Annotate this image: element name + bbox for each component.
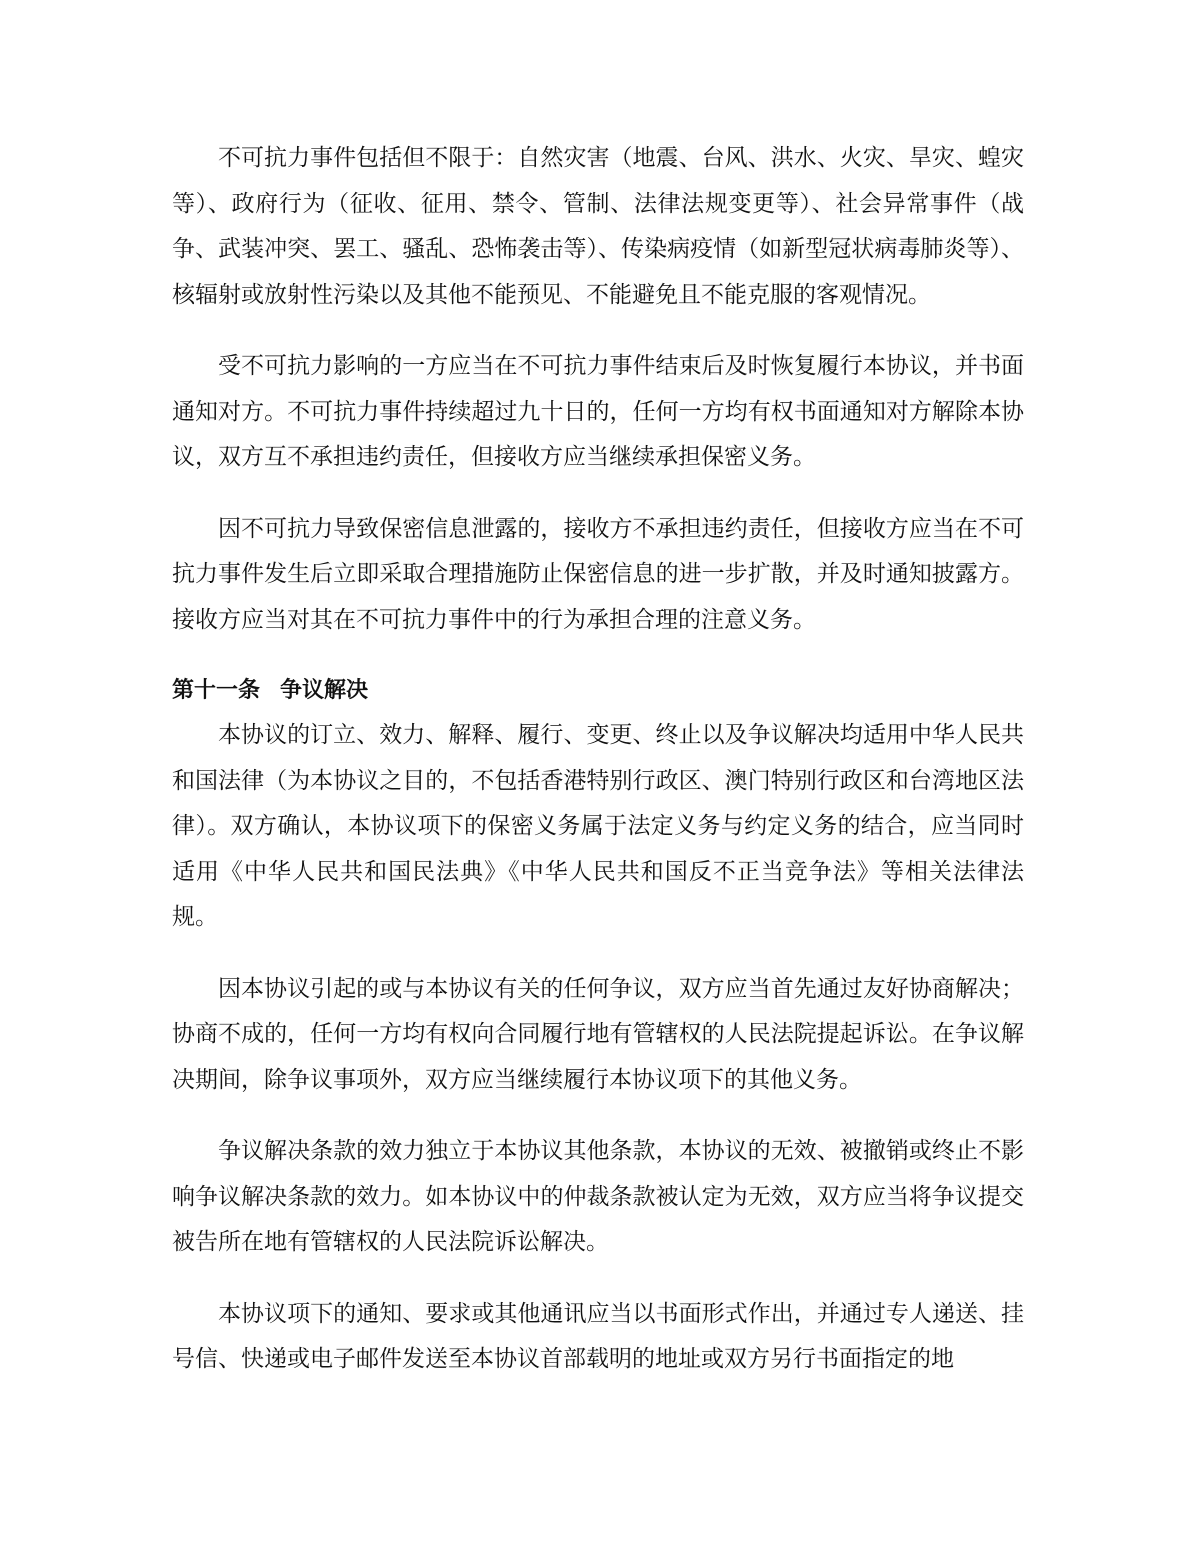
article-number: 第十一条 [172, 678, 261, 703]
notice-paragraph: 本协议项下的通知、要求或其他通讯应当以书面形式作出，并通过专人递送、挂号信、快递或电子邮件发送至本协议首部载明的地址或双方另行书面指定的地 [172, 1300, 1024, 1372]
force-majeure-recovery-paragraph: 受不可抗力影响的一方应当在不可抗力事件结束后及时恢复履行本协议，并书面通知对方。不可抗力事件持续超过九十日的，任何一方均有权书面通知对方解除本协议，双方互不承担违约责任，但接收方应当继续承担保密义务。 [172, 353, 1024, 470]
governing-law-paragraph: 本协议的订立、效力、解释、履行、变更、终止以及争议解决均适用中华人民共和国法律（为本协议之目的，不包括香港特别行政区、澳门特别行政区和台湾地区法律）。双方确认，本协议项下的保密义务属于法定义务与约定义务的结合，应当同时适用《中华人民共和国民法典》《中华人民共和国反不正当竞争法》等相关法律法规。 [172, 722, 1024, 930]
section-heading-article-11 [172, 669, 1024, 713]
dispute-negotiation-paragraph: 因本协议引起的或与本协议有关的任何争议，双方应当首先通过友好协商解决；协商不成的，任何一方均有权向合同履行地有管辖权的人民法院提起诉讼。在争议解决期间，除争议事项外，双方应当继续履行本协议项下的其他义务。 [172, 975, 1024, 1093]
document-page [172, 136, 1024, 1409]
article-title: 争议解决 [280, 678, 369, 703]
force-majeure-disclosure-paragraph: 因不可抗力导致保密信息泄露的，接收方不承担违约责任，但接收方应当在不可抗力事件发生后立即采取合理措施防止保密信息的进一步扩散，并及时通知披露方。接收方应当对其在不可抗力事件中的行为承担合理的注意义务。 [172, 515, 1024, 633]
force-majeure-events-paragraph: 不可抗力事件包括但不限于：自然灾害（地震、台风、洪水、火灾、旱灾、蝗灾等）、政府行为（征收、征用、禁令、管制、法律法规变更等）、社会异常事件（战争、武装冲突、罢工、骚乱、恐怖袭击等）、传染病疫情（如新型冠状病毒肺炎等）、核辐射或放射性污染以及其他不能预见、不能避免且不能克服的客观情况。 [172, 145, 1024, 308]
dispute-clause-independence-paragraph: 争议解决条款的效力独立于本协议其他条款，本协议的无效、被撤销或终止不影响争议解决条款的效力。如本协议中的仲裁条款被认定为无效，双方应当将争议提交被告所在地有管辖权的人民法院诉讼解决。 [172, 1138, 1024, 1255]
